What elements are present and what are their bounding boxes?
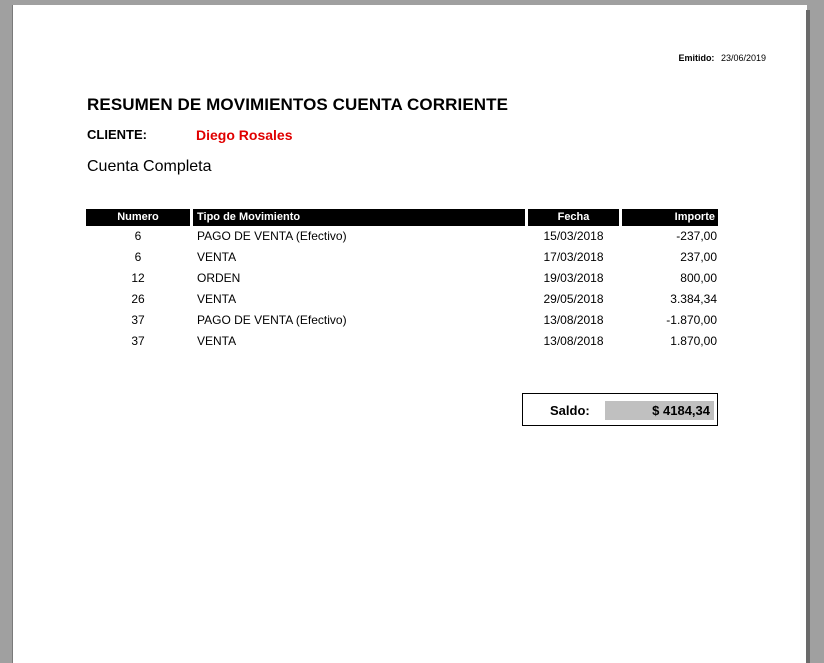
cell-importe: 800,00: [680, 271, 717, 285]
saldo-box: [522, 393, 718, 426]
saldo-value: $ 4184,34: [605, 401, 714, 420]
cell-importe: -1.870,00: [666, 313, 717, 327]
cell-tipo: VENTA: [197, 292, 237, 306]
report-page: [12, 5, 807, 663]
header-fecha: Fecha: [528, 209, 619, 226]
table-row: [13, 310, 807, 331]
cell-numero: 12: [131, 271, 145, 285]
table-row: [13, 247, 807, 268]
cell-numero: 26: [131, 292, 145, 306]
emitido-line: [678, 53, 766, 63]
table-row: [13, 289, 807, 310]
table-row: [13, 226, 807, 247]
cell-importe: 3.384,34: [670, 292, 717, 306]
header-numero: Numero: [86, 209, 190, 226]
page-shadow: [806, 10, 810, 663]
cell-importe: -237,00: [676, 229, 717, 243]
cell-tipo: VENTA: [197, 250, 237, 264]
cell-tipo: ORDEN: [197, 271, 241, 285]
cell-fecha: 17/03/2018: [543, 250, 604, 264]
header-importe: Importe: [622, 209, 718, 226]
cell-importe: 237,00: [680, 250, 717, 264]
header-tipo: Tipo de Movimiento: [193, 209, 525, 226]
table-row: [13, 268, 807, 289]
cell-tipo: PAGO DE VENTA (Efectivo): [197, 313, 347, 327]
cell-fecha: 13/08/2018: [543, 313, 604, 327]
report-subtitle: Cuenta Completa: [87, 158, 212, 175]
cell-fecha: 13/08/2018: [543, 334, 604, 348]
cell-fecha: 19/03/2018: [543, 271, 604, 285]
report-title: RESUMEN DE MOVIMIENTOS CUENTA CORRIENTE: [87, 95, 509, 114]
cell-numero: 37: [131, 313, 145, 327]
cell-numero: 37: [131, 334, 145, 348]
table-row: [13, 331, 807, 352]
saldo-label: Saldo:: [550, 403, 590, 418]
cell-importe: 1.870,00: [670, 334, 717, 348]
cell-numero: 6: [134, 229, 142, 243]
cliente-name: Diego Rosales: [196, 127, 293, 143]
cliente-label: CLIENTE:: [87, 127, 147, 142]
emitido-label: Emitido:: [678, 53, 715, 63]
cell-numero: 6: [134, 250, 142, 264]
cell-tipo: PAGO DE VENTA (Efectivo): [197, 229, 347, 243]
cell-fecha: 29/05/2018: [543, 292, 604, 306]
cell-tipo: VENTA: [197, 334, 237, 348]
cell-fecha: 15/03/2018: [543, 229, 604, 243]
emitido-date: 23/06/2019: [720, 53, 766, 63]
